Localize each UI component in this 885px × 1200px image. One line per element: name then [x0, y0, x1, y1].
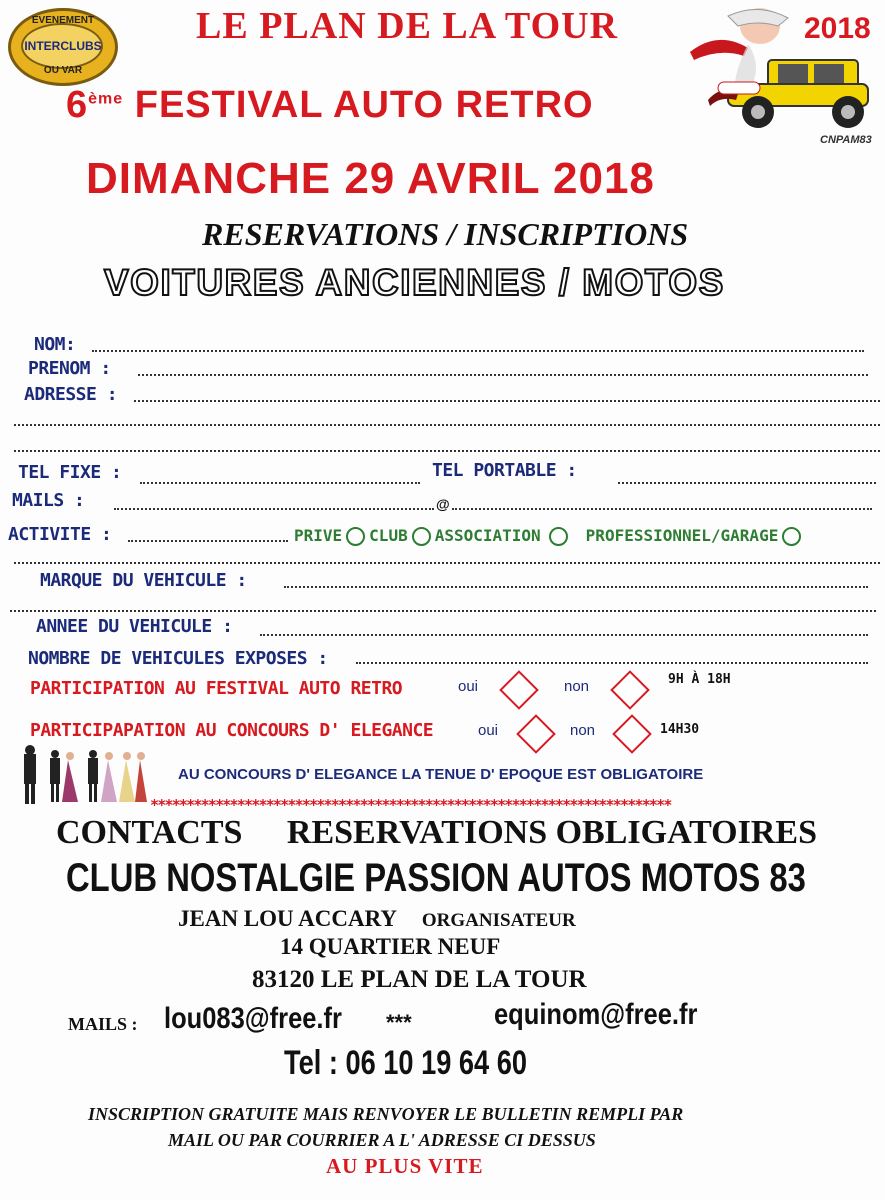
- address-street: 14 QUARTIER NEUF: [280, 934, 501, 959]
- adresse-field-1[interactable]: [134, 400, 880, 402]
- concours-non-checkbox[interactable]: [612, 714, 652, 754]
- period-costume-figures: [18, 744, 148, 806]
- concours-non-label: non: [570, 722, 596, 739]
- footer-line-3: AU PLUS VITE: [326, 1154, 484, 1178]
- nom-field[interactable]: [92, 350, 864, 352]
- participation-festival-label: PARTICIPATION AU FESTIVAL AUTO RETRO: [30, 678, 403, 699]
- festival-number: 6: [66, 84, 89, 126]
- annee-field[interactable]: [260, 634, 868, 636]
- option-professionnel-label: PROFESSIONNEL/GARAGE: [585, 526, 779, 545]
- organiser-line: [178, 906, 576, 932]
- concours-oui-label: oui: [478, 722, 499, 739]
- mails-label: MAILS :: [12, 490, 85, 511]
- contact-phone[interactable]: Tel : 06 10 19 64 60: [284, 1044, 527, 1082]
- tel-fixe-field[interactable]: [140, 482, 420, 484]
- organiser-role: ORGANISATEUR: [421, 910, 576, 931]
- tel-fixe-label: TEL FIXE :: [18, 462, 122, 483]
- festival-hours: 9H À 18H: [668, 672, 731, 687]
- badge-middle-text: INTERCLUBS: [24, 39, 102, 53]
- club-name: CLUB NOSTALGIE PASSION AUTOS MOTOS 83: [66, 856, 806, 900]
- organiser-name: JEAN LOU ACCARY: [178, 906, 397, 931]
- mail-domain-field[interactable]: [452, 508, 872, 510]
- address-city: 83120 LE PLAN DE LA TOUR: [252, 966, 587, 993]
- festival-ordinal: ème: [88, 90, 124, 108]
- interclubs-badge-logo: [8, 8, 118, 86]
- option-professionnel-radio[interactable]: [782, 527, 801, 546]
- activite-label: ACTIVITE :: [8, 524, 112, 545]
- contacts-label: CONTACTS: [56, 814, 243, 851]
- marque-label: MARQUE DU VEHICULE :: [40, 570, 247, 591]
- adresse-field-2[interactable]: [14, 424, 880, 426]
- tel-portable-field[interactable]: [618, 482, 876, 484]
- festival-title-line: [66, 84, 594, 127]
- corner-year: 2018: [804, 12, 871, 45]
- option-club-label: CLUB: [369, 526, 408, 545]
- concours-oui-checkbox[interactable]: [516, 714, 556, 754]
- town-title: LE PLAN DE LA TOUR: [196, 5, 619, 47]
- option-association-radio[interactable]: [549, 527, 568, 546]
- subtitle-reservations: RESERVATIONS / INSCRIPTIONS: [202, 216, 689, 252]
- festival-title: FESTIVAL AUTO RETRO: [134, 84, 594, 126]
- marque-field[interactable]: [284, 586, 868, 588]
- marque-field-2[interactable]: [10, 610, 876, 612]
- concours-hours: 14H30: [660, 722, 700, 737]
- footer-line-1: INSCRIPTION GRATUITE MAIS RENVOYER LE BULLETIN REMPLI PAR: [88, 1104, 684, 1124]
- contact-email-2[interactable]: equinom@free.fr: [494, 998, 698, 1031]
- nombre-field[interactable]: [356, 662, 868, 664]
- activite-options: [294, 526, 805, 546]
- star-divider: ************************************************************************: [150, 796, 671, 814]
- contact-mails-label: MAILS :: [68, 1014, 138, 1034]
- prenom-label: PRENOM :: [28, 358, 111, 379]
- corner-caption: CNPAM83: [820, 134, 872, 146]
- option-club-radio[interactable]: [412, 527, 431, 546]
- annee-label: ANNEE DU VEHICULE :: [36, 616, 233, 637]
- participation-concours-label: PARTICIPAPATION AU CONCOURS D' ELEGANCE: [30, 720, 434, 741]
- category-title: VOITURES ANCIENNES / MOTOS: [104, 262, 725, 303]
- at-sign: @: [436, 496, 450, 512]
- tel-portable-label: TEL PORTABLE :: [432, 460, 577, 481]
- activite-field[interactable]: [128, 540, 288, 542]
- option-association-label: ASSOCIATION: [434, 526, 541, 545]
- prenom-field[interactable]: [138, 374, 868, 376]
- mail-user-field[interactable]: [114, 508, 434, 510]
- email-separator: ***: [386, 1010, 412, 1035]
- nom-label: NOM:: [34, 334, 76, 355]
- event-date: DIMANCHE 29 AVRIL 2018: [86, 154, 655, 203]
- festival-oui-label: oui: [458, 678, 479, 695]
- option-prive-radio[interactable]: [346, 527, 365, 546]
- dress-code-note: AU CONCOURS D' ELEGANCE LA TENUE D' EPOQUE EST OBLIGATOIRE: [178, 766, 704, 783]
- adresse-label: ADRESSE :: [24, 384, 118, 405]
- festival-oui-checkbox[interactable]: [499, 670, 539, 710]
- contacts-heading: [56, 814, 817, 852]
- badge-bottom-text: OU VAR: [43, 65, 83, 76]
- adresse-field-3[interactable]: [14, 450, 880, 452]
- reservations-obligatoires-label: RESERVATIONS OBLIGATOIRES: [286, 814, 817, 851]
- activite-extra-line[interactable]: [14, 562, 880, 564]
- option-prive-label: PRIVE: [294, 526, 343, 545]
- badge-top-text: EVENEMENT: [31, 15, 95, 26]
- contact-email-1[interactable]: lou083@free.fr: [164, 1002, 342, 1035]
- festival-non-label: non: [564, 678, 590, 695]
- festival-non-checkbox[interactable]: [610, 670, 650, 710]
- footer-line-2: MAIL OU PAR COURRIER A L' ADRESSE CI DESSUS: [168, 1130, 596, 1150]
- nombre-label: NOMBRE DE VEHICULES EXPOSES :: [28, 648, 328, 669]
